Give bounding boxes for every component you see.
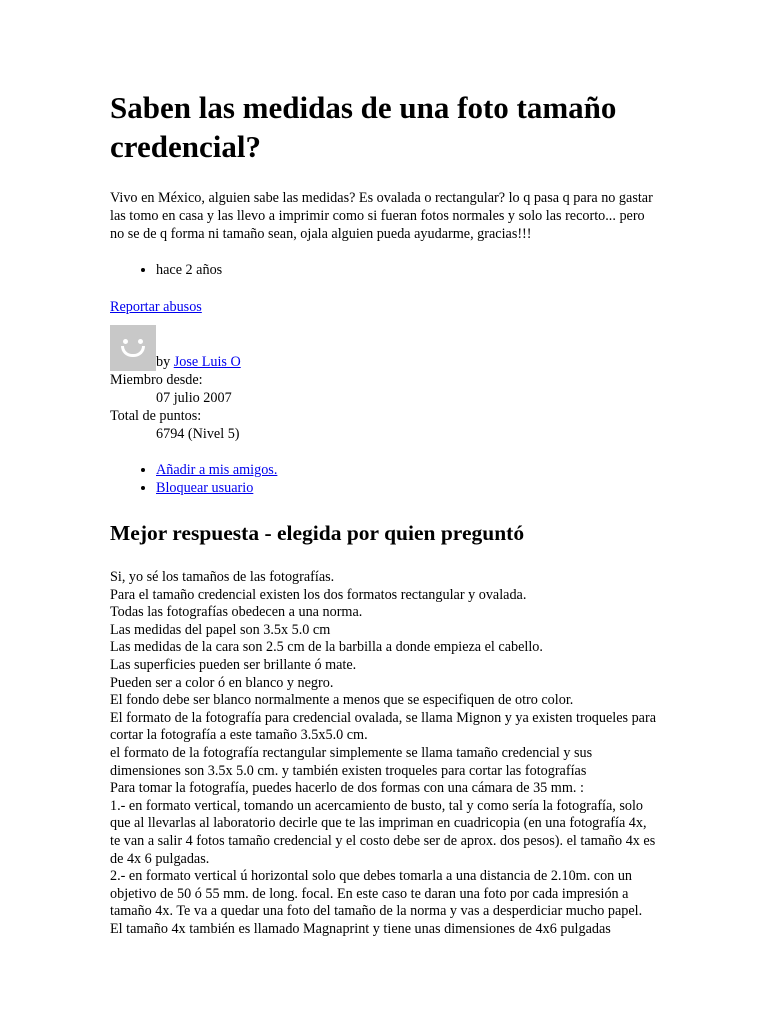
best-answer-heading: Mejor respuesta - elegida por quien preguntó (110, 521, 525, 545)
user-actions-list (110, 461, 658, 497)
answer-line: el formato de la fotografía rectangular simplemente se llama tamaño credencial y sus dimensiones son 3.5x 5.0 cm. y también existen troqueles para cortar las fotografías (110, 744, 593, 779)
question-meta-list (110, 261, 658, 279)
list-item (156, 461, 658, 479)
by-label: by (156, 354, 171, 370)
avatar-eye-right (138, 339, 143, 344)
points-value: 6794 (Nivel 5) (156, 426, 240, 442)
answer-line: 1.- en formato vertical, tomando un acercamiento de busto, tal y como sería la fotografía, solo que al llevarlas al laboratorio decirle que te las impriman en cuadricopia (en una fotografía 4x, te van a salir 4 fotos tamaño credencial y el costo debe ser de aprox. dos pesos). el tamaño 4x es de 4x 6 pulgadas. (110, 797, 656, 867)
avatar-eye-left (123, 339, 128, 344)
points-label: Total de puntos: (110, 408, 202, 424)
list-item (156, 479, 658, 497)
user-name-link[interactable]: Jose Luis O (173, 354, 241, 370)
time-ago: • hace 2 años (156, 261, 658, 279)
question-body: Vivo en México, alguien sabe las medidas? Es ovalada o rectangular? lo q pasa q para no gastar las tomo en casa y las llevo a imprimir como si fueran fotos normales y solo las recorto... pero no se de q forma ni tamaño sean, ojala alguien pueda ayudarme, gracias!!! (110, 190, 653, 242)
answer-line: Las medidas del papel son 3.5x 5.0 cm (110, 621, 331, 638)
answer-line: Para tomar la fotografía, puedes hacerlo de dos formas con una cámara de 35 mm. : (110, 780, 584, 797)
user-row (110, 325, 658, 371)
answer-line: Para el tamaño credencial existen los dos formatos rectangular y ovalada. (110, 586, 527, 603)
answer-line: Si, yo sé los tamaños de las fotografías. (110, 569, 335, 585)
smiley-avatar-icon[interactable] (110, 325, 156, 371)
report-abuse-link[interactable]: Reportar abusos (110, 299, 202, 315)
user-info (110, 371, 658, 443)
member-since-value: 07 julio 2007 (156, 390, 232, 406)
answer-line: El tamaño 4x también es llamado Magnaprint y tiene unas dimensiones de 4x6 pulgadas (110, 920, 611, 937)
add-friend-link[interactable]: Añadir a mis amigos. (156, 462, 278, 478)
block-user-link[interactable]: Bloquear usuario (156, 480, 254, 496)
answer-line: Pueden ser a color ó en blanco y negro. (110, 674, 334, 691)
answer-line: Las superficies pueden ser brillante ó mate. (110, 656, 357, 673)
member-since-label: Miembro desde: (110, 372, 203, 388)
answer-line: 2.- en formato vertical ú horizontal solo que debes tomarla a una distancia de 2.10m. con un objetivo de 50 ó 55 mm. de long. focal. En este caso te daran una foto por cada impresión a tamaño 4x. Te va a quedar una foto del tamaño de la norma y vas a desperdiciar mucho papel. (110, 868, 643, 920)
answer-line: Las medidas de la cara son 2.5 cm de la barbilla a donde empieza el cabello. (110, 639, 543, 656)
avatar-mouth (121, 346, 145, 357)
best-answer-body (110, 569, 660, 938)
question-title: Saben las medidas de una foto tamaño credencial? (110, 90, 617, 164)
answer-line: El fondo debe ser blanco normalmente a menos que se especifiquen de otro color. (110, 692, 574, 709)
answer-line: El formato de la fotografía para credencial ovalada, se llama Mignon y ya existen troqueles para cortar la fotografía a este tamaño 3.5x5.0 cm. (110, 709, 656, 744)
answer-line: Todas las fotografías obedecen a una norma. (110, 604, 363, 621)
